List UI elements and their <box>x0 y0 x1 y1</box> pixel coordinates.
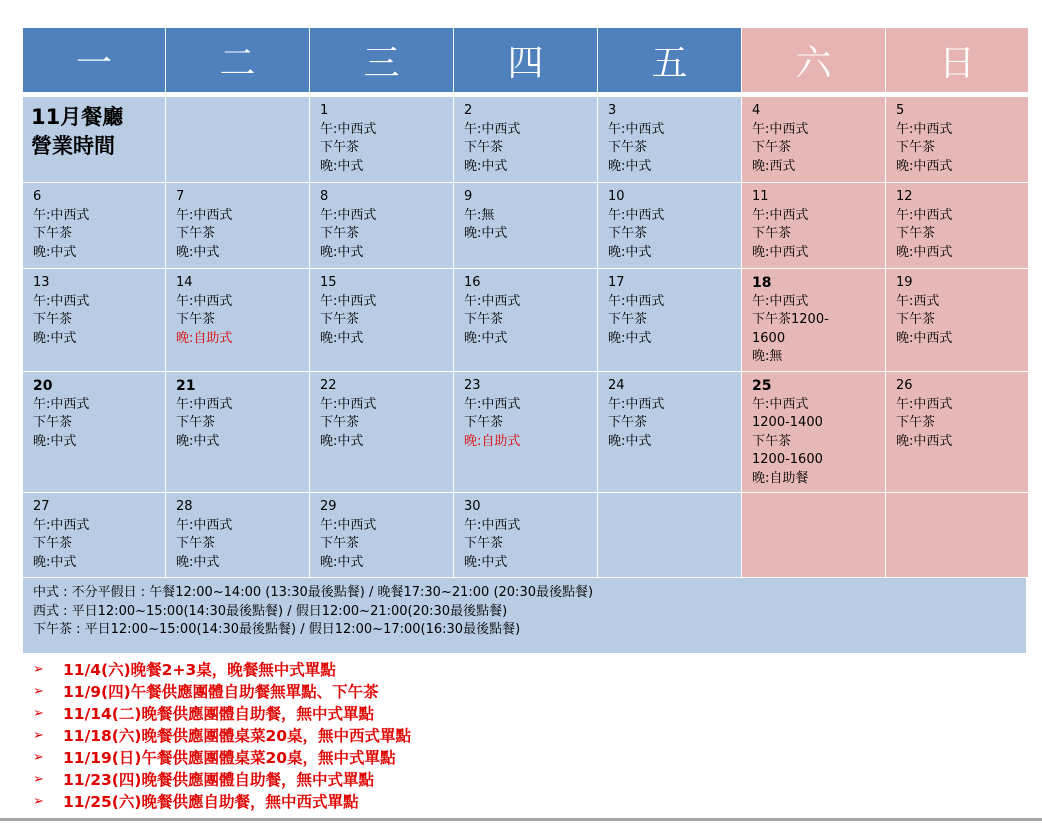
meal-info: 晚:中式 <box>33 244 77 260</box>
arrow-bullet-icon: ➢ <box>33 661 44 677</box>
day-number: 3 <box>608 103 617 118</box>
day-cell <box>598 183 741 268</box>
meal-info: 晚:中式 <box>320 158 364 174</box>
meal-info: 午:中西式 <box>176 517 233 533</box>
meal-info: 晚:中西式 <box>896 158 953 174</box>
meal-info: 午:中西式 <box>464 293 521 309</box>
day-cell <box>886 97 1028 182</box>
note-item <box>33 658 411 680</box>
meal-info: 午:中西式 <box>608 121 665 137</box>
meal-info: 晚:中式 <box>33 330 77 346</box>
weekday-header-thu: 四 <box>454 28 597 92</box>
day-number: 16 <box>464 275 481 290</box>
meal-info: 晚:自助餐 <box>752 470 809 486</box>
note-item <box>33 768 411 790</box>
meal-info: 下午茶 <box>176 536 216 551</box>
meal-info: 午:中西式 <box>176 207 233 223</box>
meal-info: 下午茶 <box>320 140 360 155</box>
note-text: 11/9(四)午餐供應團體自助餐無單點、下午茶 <box>63 683 379 701</box>
meal-info: 晚:中式 <box>608 330 652 346</box>
week-row <box>23 372 1026 492</box>
meal-info: 下午茶 <box>464 415 504 430</box>
day-number: 12 <box>896 189 913 204</box>
day-number: 23 <box>464 378 481 393</box>
note-item <box>33 790 411 812</box>
meal-info: 晚:自助式 <box>464 433 521 449</box>
meal-info: 下午茶 <box>608 312 648 327</box>
day-cell <box>166 97 309 182</box>
weekday-header-wed: 三 <box>310 28 453 92</box>
arrow-bullet-icon: ➢ <box>33 793 44 809</box>
meal-info: 下午茶 <box>752 140 792 155</box>
note-text: 11/19(日)午餐供應團體桌菜20桌，無中式單點 <box>63 749 396 767</box>
day-cell <box>454 493 597 577</box>
day-cell <box>742 183 885 268</box>
day-cell <box>310 372 453 492</box>
day-number: 4 <box>752 103 761 118</box>
legend-line-chinese: 中式 : 不分平假日 : 午餐12:00~14:00 (13:30最後點餐) / 晚餐17:30~21:00 (20:30最後點餐) <box>33 585 594 600</box>
meal-info: 下午茶1200- <box>752 312 829 327</box>
meal-info: 午:中西式 <box>608 396 665 412</box>
day-number: 11 <box>752 189 769 204</box>
day-cell <box>742 372 885 492</box>
meal-info: 晚:西式 <box>752 158 796 174</box>
meal-info: 晚:中西式 <box>896 244 953 260</box>
day-cell <box>886 372 1028 492</box>
legend-line-western: 西式 : 平日12:00~15:00(14:30最後點餐) / 假日12:00~21:00(20:30最後點餐) <box>33 603 508 619</box>
calendar-title <box>23 97 165 182</box>
meal-info: 晚:中式 <box>464 158 508 174</box>
day-number: 27 <box>33 499 50 514</box>
day-number: 8 <box>320 189 329 204</box>
meal-info: 午:中西式 <box>320 293 377 309</box>
arrow-bullet-icon: ➢ <box>33 705 44 721</box>
meal-info: 晚:中式 <box>608 433 652 449</box>
day-number: 6 <box>33 189 42 204</box>
meal-info: 晚:中式 <box>320 244 364 260</box>
day-number: 21 <box>176 378 196 394</box>
calendar <box>23 28 1026 653</box>
day-number: 30 <box>464 499 481 514</box>
note-text: 11/18(六)晚餐供應團體桌菜20桌，無中西式單點 <box>63 727 412 745</box>
day-cell <box>454 269 597 371</box>
weekday-header-sun: 日 <box>886 28 1028 92</box>
note-text: 11/25(六)晚餐供應自助餐，無中西式單點 <box>63 793 359 811</box>
note-text: 11/4(六)晚餐2+3桌，晚餐無中式單點 <box>63 661 336 679</box>
meal-info: 午:中西式 <box>176 293 233 309</box>
meal-info: 晚:中式 <box>33 554 77 570</box>
meal-info: 1200-1600 <box>752 452 823 467</box>
meal-info: 午:中西式 <box>752 207 809 223</box>
meal-info: 午:西式 <box>896 293 940 309</box>
meal-info: 午:中西式 <box>752 293 809 309</box>
meal-info: 下午茶 <box>896 415 936 430</box>
day-cell <box>166 493 309 577</box>
weekday-header-fri: 五 <box>598 28 741 92</box>
day-cell <box>310 97 453 182</box>
day-cell <box>23 269 165 371</box>
weekday-header-row <box>23 28 1026 92</box>
meal-info: 午:中西式 <box>896 121 953 137</box>
day-number: 15 <box>320 275 337 290</box>
meal-info: 晚:中式 <box>464 554 508 570</box>
meal-info: 下午茶 <box>320 226 360 241</box>
meal-info: 晚:無 <box>752 349 783 364</box>
day-number: 14 <box>176 275 193 290</box>
weekday-header-tue: 二 <box>166 28 309 92</box>
day-cell <box>166 183 309 268</box>
meal-info: 午:中西式 <box>464 396 521 412</box>
day-cell <box>598 269 741 371</box>
meal-info: 下午茶 <box>176 415 216 430</box>
day-cell <box>886 493 1028 577</box>
meal-info: 晚:中式 <box>33 433 77 449</box>
meal-info: 下午茶 <box>320 536 360 551</box>
meal-info: 晚:中式 <box>608 158 652 174</box>
meal-info: 午:中西式 <box>896 207 953 223</box>
day-number: 5 <box>896 103 905 118</box>
legend-line-afternoon-tea: 下午茶 : 平日12:00~15:00(14:30最後點餐) / 假日12:00~17:00(16:30最後點餐) <box>33 622 521 637</box>
meal-info: 午:中西式 <box>464 517 521 533</box>
week-row <box>23 493 1026 577</box>
meal-info: 午:中西式 <box>33 396 90 412</box>
day-cell <box>598 97 741 182</box>
day-cell <box>23 372 165 492</box>
day-cell <box>742 493 885 577</box>
meal-info: 午:中西式 <box>752 121 809 137</box>
day-cell <box>742 97 885 182</box>
meal-info: 午:無 <box>464 207 495 223</box>
day-number: 13 <box>33 275 50 290</box>
arrow-bullet-icon: ➢ <box>33 749 44 765</box>
meal-info: 晚:中西式 <box>896 433 953 449</box>
meal-info: 下午茶 <box>896 140 936 155</box>
meal-info: 午:中西式 <box>464 121 521 137</box>
day-number: 9 <box>464 189 473 204</box>
calendar-title-line: 營業時間 <box>31 134 115 158</box>
weekday-header-sat: 六 <box>742 28 885 92</box>
meal-info: 下午茶 <box>33 312 73 327</box>
legend-box <box>23 578 1026 653</box>
meal-info: 晚:中西式 <box>896 330 953 346</box>
day-cell <box>454 97 597 182</box>
day-cell <box>310 493 453 577</box>
meal-info: 午:中西式 <box>752 396 809 412</box>
meal-info: 下午茶 <box>608 140 648 155</box>
meal-info: 下午茶 <box>176 312 216 327</box>
week-row <box>23 183 1026 268</box>
note-item <box>33 746 411 768</box>
meal-info: 午:中西式 <box>320 121 377 137</box>
meal-info: 晚:中式 <box>320 554 364 570</box>
meal-info: 下午茶 <box>176 226 216 241</box>
meal-info: 晚:中式 <box>176 433 220 449</box>
week-row <box>23 269 1026 371</box>
meal-info: 晚:中式 <box>464 226 508 241</box>
day-number: 26 <box>896 378 913 393</box>
meal-info: 午:中西式 <box>33 207 90 223</box>
meal-info: 晚:中式 <box>320 433 364 449</box>
calendar-title-line: 11月餐廳 <box>31 105 124 129</box>
meal-info: 下午茶 <box>608 226 648 241</box>
day-number: 1 <box>320 103 329 118</box>
day-number: 29 <box>320 499 337 514</box>
meal-info: 午:中西式 <box>176 396 233 412</box>
day-cell <box>23 493 165 577</box>
meal-info: 晚:中西式 <box>752 244 809 260</box>
arrow-bullet-icon: ➢ <box>33 683 44 699</box>
day-number: 25 <box>752 378 772 394</box>
meal-info: 晚:中式 <box>464 330 508 346</box>
day-cell <box>598 493 741 577</box>
meal-info: 下午茶 <box>33 415 73 430</box>
meal-info: 午:中西式 <box>608 293 665 309</box>
arrow-bullet-icon: ➢ <box>33 727 44 743</box>
meal-info: 下午茶 <box>33 226 73 241</box>
day-number: 19 <box>896 275 913 290</box>
week-row <box>23 97 1026 182</box>
meal-info: 1600 <box>752 330 786 346</box>
meal-info: 下午茶 <box>896 226 936 241</box>
note-item <box>33 680 411 702</box>
meal-info: 下午茶 <box>320 415 360 430</box>
day-cell <box>310 269 453 371</box>
meal-info: 下午茶 <box>320 312 360 327</box>
meal-info: 晚:自助式 <box>176 330 233 346</box>
meal-info: 午:中西式 <box>320 396 377 412</box>
day-cell <box>598 372 741 492</box>
day-number: 22 <box>320 378 337 393</box>
notes-list <box>33 658 411 812</box>
day-number: 7 <box>176 189 185 204</box>
meal-info: 下午茶 <box>33 536 73 551</box>
day-number: 24 <box>608 378 625 393</box>
day-number: 10 <box>608 189 625 204</box>
day-cell <box>886 183 1028 268</box>
meal-info: 午:中西式 <box>320 517 377 533</box>
meal-info: 午:中西式 <box>608 207 665 223</box>
day-number: 28 <box>176 499 193 514</box>
calendar-weeks <box>23 97 1026 577</box>
arrow-bullet-icon: ➢ <box>33 771 44 787</box>
day-cell <box>742 269 885 371</box>
meal-info: 午:中西式 <box>33 293 90 309</box>
meal-info: 下午茶 <box>464 140 504 155</box>
meal-info: 1200-1400 <box>752 415 823 430</box>
day-cell <box>166 269 309 371</box>
note-item <box>33 724 411 746</box>
meal-info: 晚:中式 <box>320 330 364 346</box>
day-number: 17 <box>608 275 625 290</box>
meal-info: 下午茶 <box>464 312 504 327</box>
day-number: 20 <box>33 378 53 394</box>
note-text: 11/23(四)晚餐供應團體自助餐，無中式單點 <box>63 771 374 789</box>
day-cell <box>310 183 453 268</box>
meal-info: 下午茶 <box>896 312 936 327</box>
bottom-divider <box>0 818 1042 821</box>
day-cell <box>886 269 1028 371</box>
meal-info: 午:中西式 <box>320 207 377 223</box>
day-cell <box>23 183 165 268</box>
day-number: 18 <box>752 275 772 291</box>
meal-info: 晚:中式 <box>176 244 220 260</box>
weekday-header-mon: 一 <box>23 28 165 92</box>
meal-info: 晚:中式 <box>176 554 220 570</box>
meal-info: 晚:中式 <box>608 244 652 260</box>
meal-info: 下午茶 <box>608 415 648 430</box>
meal-info: 下午茶 <box>752 433 792 449</box>
meal-info: 下午茶 <box>752 226 792 241</box>
note-text: 11/14(二)晚餐供應團體自助餐，無中式單點 <box>63 705 374 723</box>
day-cell <box>166 372 309 492</box>
day-cell <box>454 372 597 492</box>
day-number: 2 <box>464 103 473 118</box>
note-item <box>33 702 411 724</box>
meal-info: 午:中西式 <box>896 396 953 412</box>
meal-info: 午:中西式 <box>33 517 90 533</box>
meal-info: 下午茶 <box>464 536 504 551</box>
day-cell <box>454 183 597 268</box>
